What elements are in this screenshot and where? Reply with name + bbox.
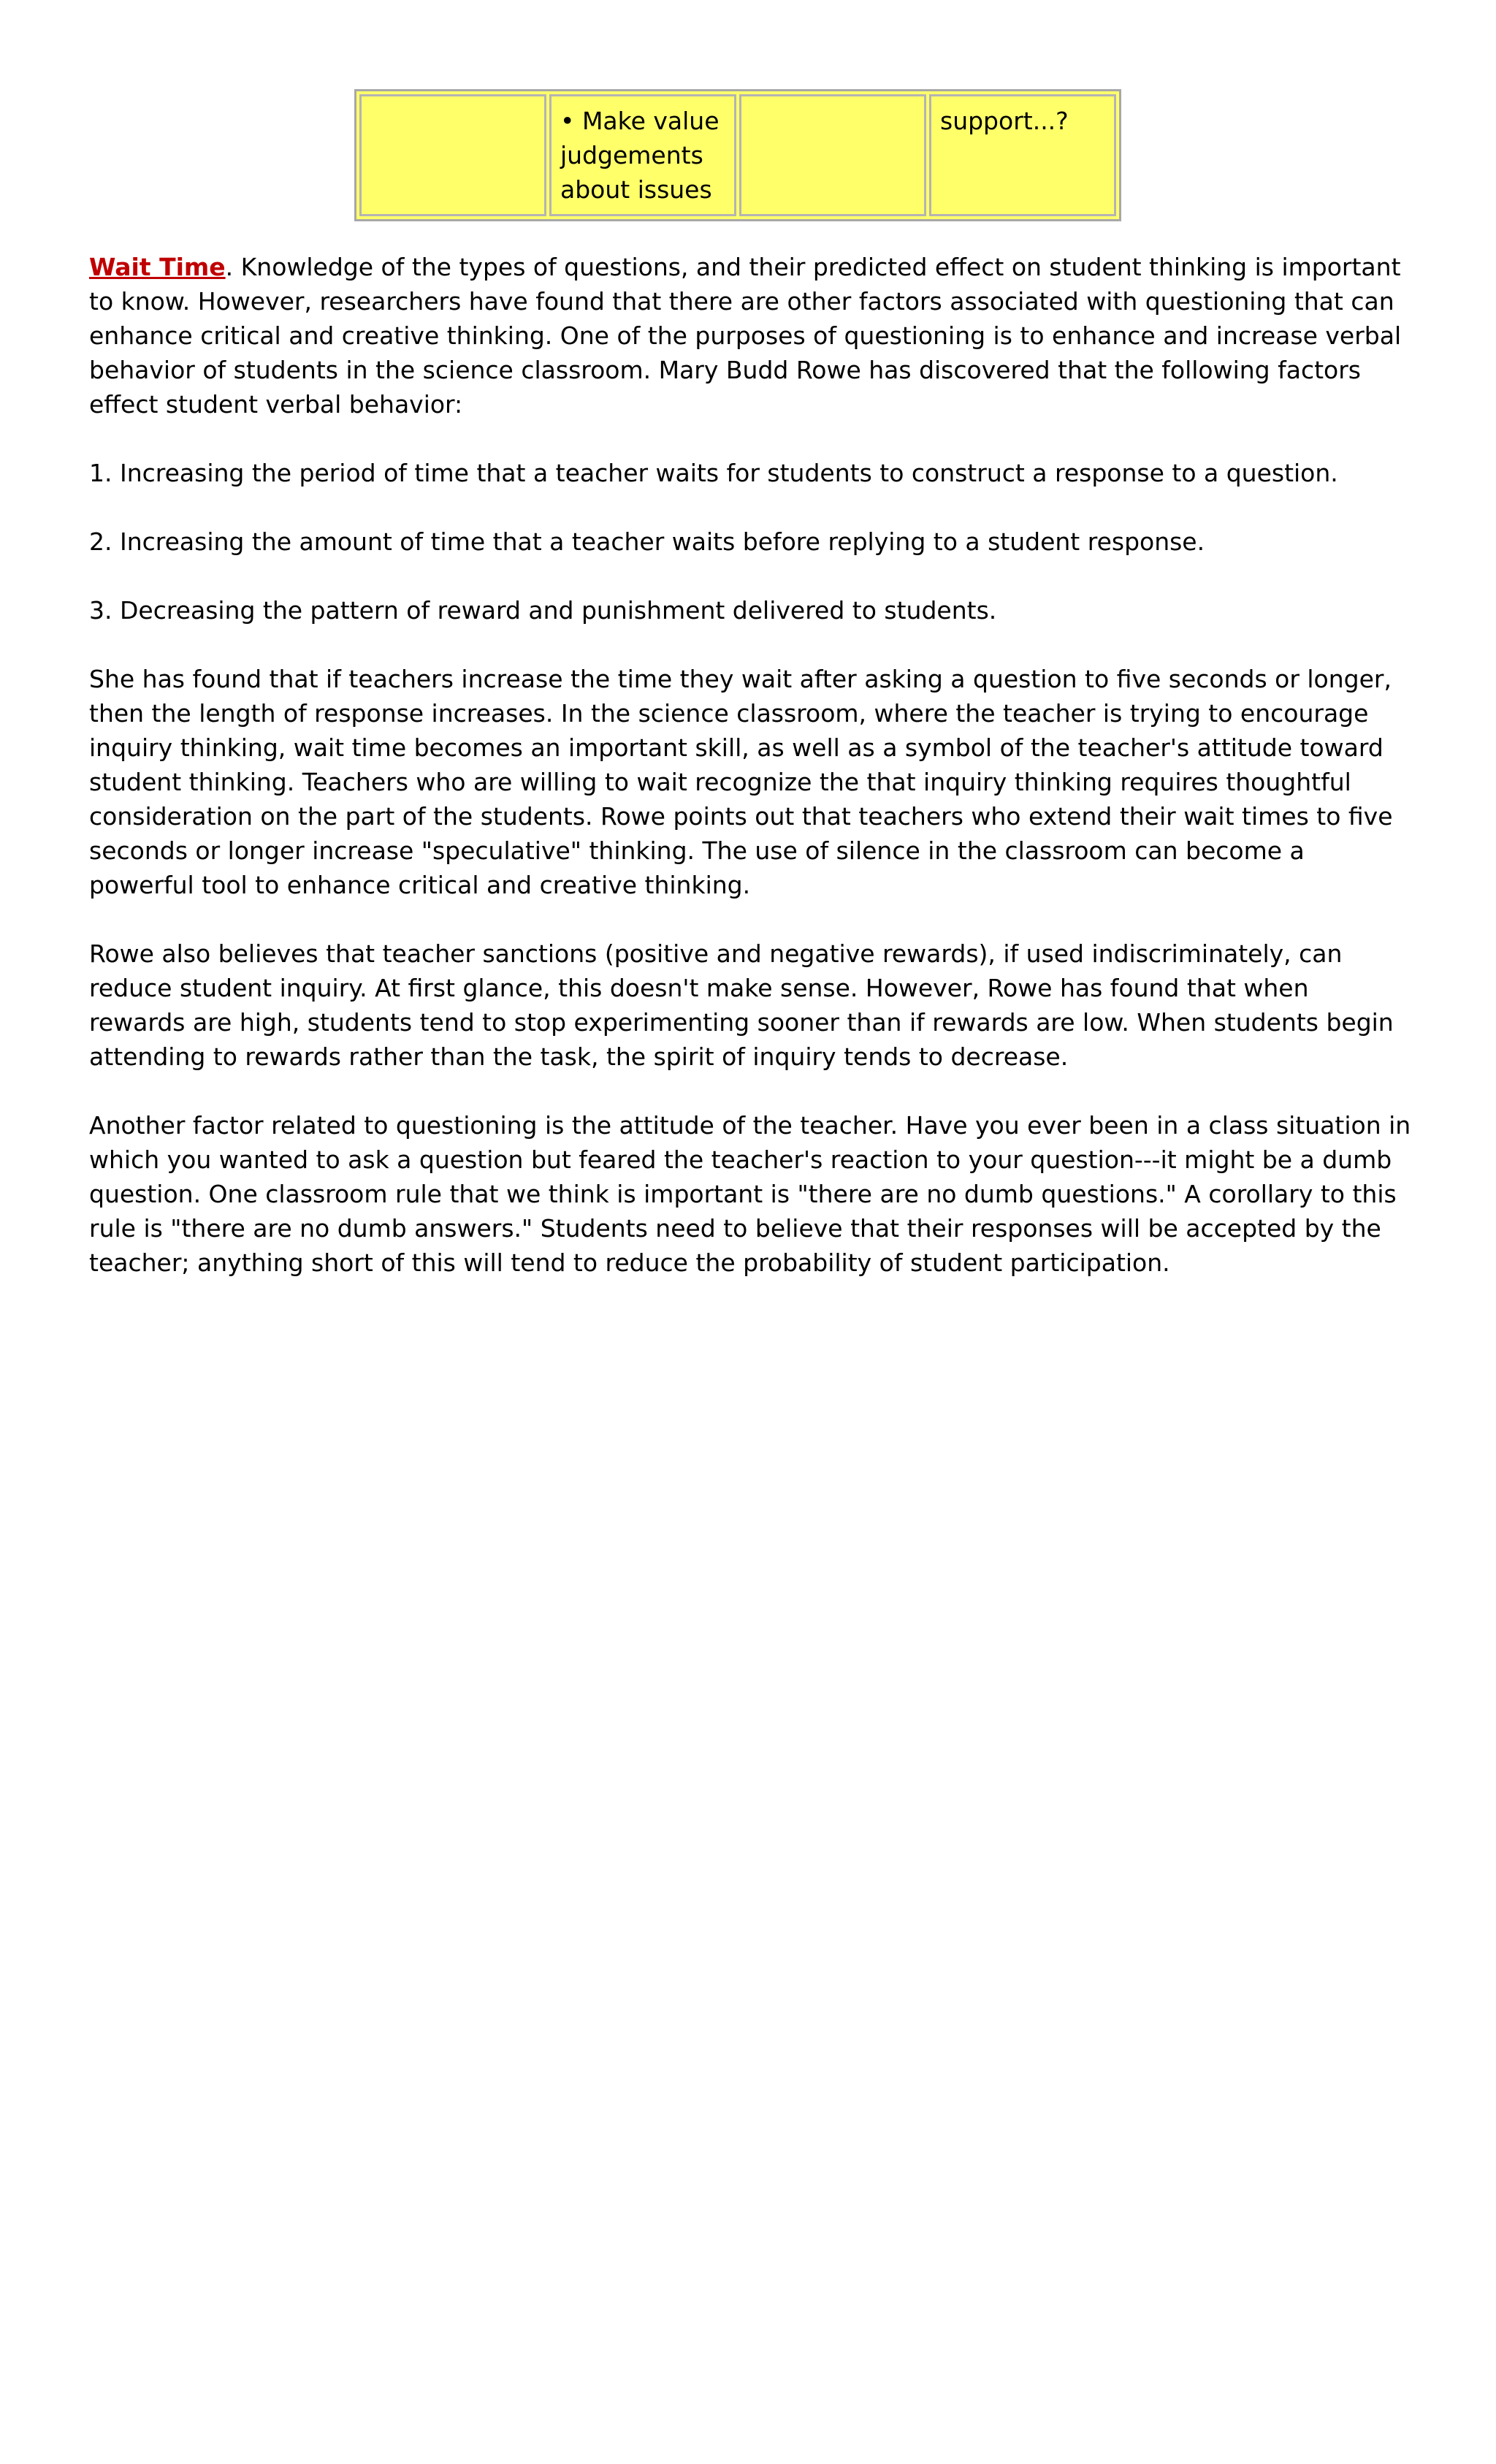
table-cell	[739, 94, 926, 216]
factor-item-1: 1. Increasing the period of time that a teacher waits for students to construct a response to a question.	[89, 459, 1338, 487]
paragraph-teacher-attitude: Another factor related to questioning is the attitude of the teacher. Have you ever been in a class situation in which you wanted to ask a question but feared the teacher's reaction to your question---it might be a dumb question. One classroom rule that we think is important is "there are no dumb questions." A corollary to this rule is "there are no dumb answers." Students need to believe that their responses will be accepted by the teacher; anything short of this will tend to reduce the probability of student participation.	[89, 1111, 1411, 1277]
questioning-table-grid	[354, 89, 1121, 221]
table-cell: support...?	[929, 94, 1116, 216]
table-cell	[359, 94, 546, 216]
wait-time-intro-text: . Knowledge of the types of questions, and their predicted effect on student thinking is important to know. However, researchers have found that there are other factors associated with questioning that can enhance critical and creative thinking. One of the purposes of questioning is to enhance and increase verbal behavior of students in the science classroom. Mary Budd Rowe has discovered that the following factors effect student verbal behavior:	[89, 253, 1402, 419]
paragraph-teacher-sanctions: Rowe also believes that teacher sanctions (positive and negative rewards), if used indiscriminately, can reduce student inquiry. At first glance, this doesn't make sense. However, Rowe has found that when rewards are high, students tend to stop experimenting sooner than if rewards are low. When students begin attending to rewards rather than the task, the spirit of inquiry tends to decrease.	[89, 939, 1394, 1071]
factor-item-2: 2. Increasing the amount of time that a teacher waits before replying to a student response.	[89, 527, 1205, 556]
paragraph-speculative-thinking: She has found that if teachers increase the time they wait after asking a question to five seconds or longer, then the length of response increases. In the science classroom, where the teacher is trying to encourage inquiry thinking, wait time becomes an important skill, as well as a symbol of the teacher's attitude toward student thinking. Teachers who are willing to wait recognize the that inquiry thinking requires thoughtful consideration on the part of the students. Rowe points out that teachers who extend their wait times to five seconds or longer increase "speculative" thinking. The use of silence in the classroom can become a powerful tool to enhance critical and creative thinking.	[89, 665, 1393, 899]
questioning-table	[354, 89, 1121, 221]
wait-time-intro-paragraph	[89, 250, 1411, 422]
article-body	[89, 250, 1411, 1314]
wait-time-heading-link[interactable]: Wait Time	[89, 253, 226, 281]
table-cell: • Make value judgements about issues	[549, 94, 736, 216]
factor-item-3: 3. Decreasing the pattern of reward and punishment delivered to students.	[89, 596, 997, 625]
table-row	[359, 94, 1116, 216]
